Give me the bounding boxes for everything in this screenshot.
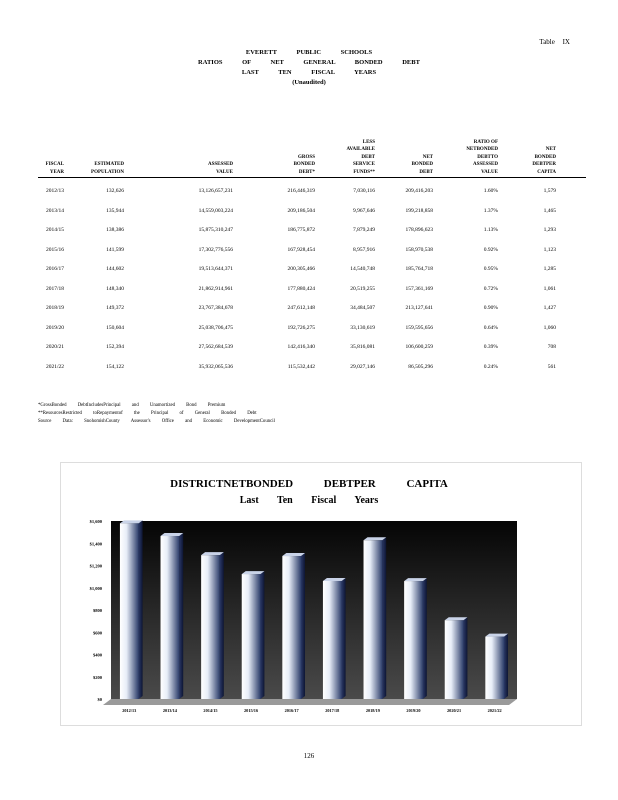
table-cell: 35,816,081	[350, 344, 375, 350]
column-header-line: NET	[422, 154, 433, 160]
table-cell: 0.90%	[483, 305, 498, 311]
chart-subtitle: Last Ten Fiscal Years	[239, 495, 379, 506]
bar-top	[404, 578, 427, 581]
table-cell: 192,726,275	[287, 324, 315, 331]
y-tick-label: $1,200	[89, 563, 102, 569]
table-cell: 167,928,454	[287, 246, 315, 253]
table-cell: 2017/18	[45, 285, 64, 292]
table-cell: 1,465	[543, 207, 556, 214]
table-cell: 177,880,424	[287, 285, 315, 292]
bar-side	[139, 520, 143, 699]
bar-side	[463, 617, 467, 699]
column-header-line: BONDED	[411, 162, 433, 167]
column-header-line: DEBTTO	[477, 154, 498, 160]
column-header-line: AVAILABLE	[346, 147, 375, 152]
bar-2013-14	[161, 533, 184, 699]
table-cell: 13,126,657,231	[198, 188, 233, 194]
table-cell: 142,416,340	[287, 344, 315, 350]
table-cell: 149,372	[106, 305, 124, 311]
table-cell: 106,600,259	[405, 344, 433, 350]
note-source-data: Source Data: SnohomishCounty Assessor's Office and Economic DevelopmentCouncil	[38, 419, 275, 424]
bar-face	[445, 620, 464, 699]
x-tick-label: 2016/17	[284, 708, 299, 713]
table-cell: 35,932,065,536	[198, 363, 233, 370]
bar-2017-18	[323, 578, 346, 699]
column-header-line: FUNDS**	[353, 169, 375, 175]
column-header-line: DEBT	[419, 169, 433, 175]
table-cell: 2021/22	[45, 363, 64, 370]
bar-2014-15	[201, 552, 224, 699]
bar-face	[404, 581, 423, 699]
report-title-line3: LAST TEN FISCAL YEARS	[241, 69, 377, 76]
table-cell: 15,875,310,247	[198, 227, 233, 233]
column-header-line: GROSS	[298, 154, 315, 160]
y-tick-label: $0	[97, 697, 102, 702]
y-tick-label: $1,000	[89, 585, 102, 591]
table-cell: 148,340	[106, 285, 124, 292]
table-cell: 1.60%	[483, 188, 498, 194]
x-tick-label: 2012/13	[122, 708, 137, 713]
table-cell: 34,484,507	[350, 305, 375, 311]
table-cell: 185,764,718	[405, 266, 433, 272]
table-cell: 154,122	[106, 363, 124, 370]
table-cell: 1,285	[543, 266, 556, 272]
x-tick-label: 2020/21	[447, 708, 462, 713]
table-cell: 1,579	[543, 188, 556, 194]
table-cell: 1,293	[543, 227, 556, 233]
table-cell: 9,967,646	[353, 207, 375, 214]
bar-2018-19	[364, 537, 387, 699]
bar-top	[485, 634, 508, 637]
table-cell: 1,123	[543, 246, 556, 253]
table-cell: 2020/21	[45, 344, 64, 350]
bar-top	[445, 617, 468, 620]
x-tick-label: 2013/14	[162, 708, 177, 713]
table-cell: 2014/15	[45, 227, 64, 233]
table-cell: 247,612,148	[287, 305, 315, 311]
table-cell: 25,038,706,475	[198, 324, 233, 331]
bar-top	[120, 520, 143, 523]
bar-top	[201, 552, 224, 555]
bar-top	[242, 571, 265, 574]
table-cell: 2018/19	[45, 305, 64, 311]
column-header-line: YEAR	[49, 169, 64, 175]
bar-top	[364, 537, 387, 540]
bar-2012-13	[120, 520, 143, 699]
report-title-unaudited: (Unaudited)	[292, 79, 326, 86]
table-cell: 0.64%	[483, 324, 498, 331]
bar-top	[282, 553, 305, 556]
table-cell: 199,218,858	[405, 207, 433, 214]
table-cell: 708	[547, 344, 556, 350]
bar-side	[220, 552, 224, 699]
y-tick-label: $200	[93, 674, 102, 680]
column-header-line: LESS	[362, 139, 375, 145]
column-header-line: BONDED	[293, 162, 315, 167]
table-cell: 7,030,116	[353, 188, 375, 194]
column-header-line: VALUE	[481, 169, 498, 175]
table-cell: 0.24%	[483, 363, 498, 370]
y-tick-label: $1,600	[89, 519, 102, 524]
bar-side	[504, 634, 508, 699]
bar-face	[485, 637, 504, 699]
bar-face	[120, 523, 139, 699]
table-cell: 1,060	[543, 324, 556, 331]
table-cell: 157,361,169	[405, 285, 433, 292]
table-cell: 213,127,641	[405, 305, 433, 311]
table-cell: 158,970,538	[405, 246, 433, 253]
table-cell: 135,944	[106, 207, 124, 214]
column-header-line: ESTIMATED	[94, 162, 124, 167]
report-title-line2: RATIOS OF NET GENERAL BONDED DEBT	[198, 59, 420, 66]
table-cell: 2013/14	[45, 207, 64, 214]
table-cell: 132,626	[106, 188, 124, 194]
table-cell: 1.13%	[483, 227, 498, 233]
table-cell: 209,416,203	[405, 188, 433, 194]
table-cell: 0.39%	[483, 344, 498, 350]
table-cell: 0.92%	[483, 246, 498, 253]
bar-side	[301, 553, 305, 699]
table-cell: 2015/16	[45, 246, 64, 253]
bar-side	[342, 578, 346, 699]
column-header-line: FISCAL	[45, 162, 64, 167]
table-cell: 209,186,504	[287, 207, 315, 214]
table-cell: 14,559,003,224	[198, 207, 233, 214]
x-tick-label: 2019/20	[406, 708, 421, 713]
table-cell: 17,302,776,556	[198, 246, 233, 253]
table-cell: 0.95%	[483, 266, 498, 272]
table-cell: 2012/13	[45, 188, 64, 194]
table-cell: 7,879,249	[353, 227, 375, 233]
table-cell: 144,602	[106, 266, 124, 272]
table-cell: 216,446,319	[287, 188, 315, 194]
bar-top	[161, 533, 184, 536]
table-cell: 27,562,684,539	[198, 344, 233, 350]
table-cell: 178,896,623	[405, 227, 433, 233]
column-header-line: ASSESSED	[207, 162, 233, 167]
table-cell: 23,767,384,678	[198, 305, 233, 311]
x-tick-label: 2017/18	[325, 708, 340, 713]
bar-top	[323, 578, 346, 581]
column-header-line: DEBTPER	[532, 162, 556, 167]
table-cell: 141,599	[106, 246, 124, 253]
column-header-line: RATIO OF	[473, 139, 498, 145]
column-header-line: CAPITA	[537, 169, 556, 175]
note-gross-bonded-debt: *GrossBonded DebtIncludesPrincipal and Unamortized Bond Premium	[38, 403, 226, 408]
bar-2021-22	[485, 634, 508, 699]
table-cell: 2019/20	[45, 324, 64, 331]
bar-2016-17	[282, 553, 305, 699]
table-cell: 200,305,466	[287, 266, 315, 272]
bar-side	[260, 571, 264, 699]
column-header-line: VALUE	[216, 169, 233, 175]
bar-face	[364, 540, 383, 699]
bar-side	[423, 578, 427, 699]
column-header-line: ASSESSED	[472, 162, 498, 167]
bar-side	[179, 533, 183, 699]
x-tick-label: 2015/16	[244, 708, 259, 713]
table-cell: 29,027,146	[350, 363, 375, 370]
bar-2020-21	[445, 617, 468, 699]
column-header-line: DEBT	[361, 154, 375, 160]
column-header-line: BONDED	[534, 154, 556, 160]
bar-side	[382, 537, 386, 699]
table-cell: 2016/17	[45, 266, 64, 272]
bar-face	[242, 574, 261, 699]
table-cell: 159,595,656	[405, 324, 433, 331]
bar-face	[323, 581, 342, 699]
x-tick-label: 2021/22	[487, 708, 502, 713]
y-tick-label: $600	[93, 630, 102, 636]
table-cell: 0.72%	[483, 285, 498, 292]
table-cell: 1,061	[543, 285, 556, 292]
table-cell: 8,957,916	[353, 246, 375, 253]
table-cell: 115,532,442	[287, 363, 315, 370]
table-cell: 33,130,619	[350, 324, 375, 331]
chart-title: DISTRICTNETBONDED DEBTPER CAPITA	[170, 478, 448, 490]
table-cell: 14,540,748	[350, 266, 375, 272]
y-tick-label: $800	[93, 608, 102, 613]
table-cell: 20,519,255	[350, 285, 375, 292]
table-cell: 186,775,872	[287, 227, 315, 233]
table-cell: 1,427	[543, 305, 556, 311]
table-cell: 561	[547, 363, 556, 370]
table-cell: 21,862,914,961	[198, 285, 233, 292]
table-label: Table IX	[539, 38, 570, 46]
column-header-line: NETBONDED	[466, 147, 498, 152]
column-header-line: NET	[545, 147, 556, 152]
report-title-line1: EVERETT PUBLIC SCHOOLS	[245, 49, 373, 56]
y-tick-label: $1,400	[89, 541, 102, 547]
note-restricted-resources: **ResourcesRestricted toRepaymentof the Principal of General Bonded Debt	[38, 411, 257, 416]
bar-2015-16	[242, 571, 265, 699]
y-tick-label: $400	[93, 652, 102, 658]
table-cell: 152,394	[106, 344, 124, 350]
x-tick-label: 2018/19	[365, 708, 380, 713]
table-cell: 1.37%	[483, 207, 498, 214]
x-tick-label: 2014/15	[203, 708, 218, 713]
column-header-line: DEBT*	[298, 169, 315, 175]
bar-2019-20	[404, 578, 427, 699]
table-cell: 19,513,644,371	[198, 266, 233, 272]
table-cell: 86,505,296	[408, 363, 433, 370]
table-cell: 150,604	[106, 324, 124, 331]
page-number: 126	[303, 752, 315, 760]
plot-floor	[103, 699, 517, 705]
bar-face	[201, 555, 220, 699]
bar-face	[282, 556, 301, 699]
column-header-line: SERVICE	[352, 162, 375, 167]
column-header-line: POPULATION	[91, 169, 124, 175]
bar-face	[161, 536, 180, 699]
table-cell: 138,386	[106, 227, 124, 233]
